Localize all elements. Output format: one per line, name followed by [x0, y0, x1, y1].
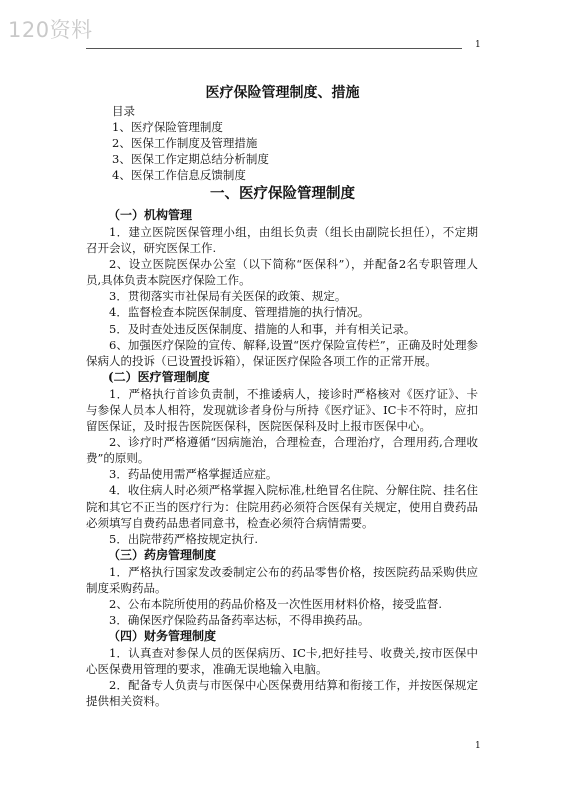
- paragraph: 4．收住病人时必须严格掌握入院标准,杜绝冒名住院、分解住院、挂名住院和其它不正当的医疗行为：住院用药必须符合医保有关规定，使用自费药品必须填写自费药品患者同意书，检查必须符合病情需要。: [86, 483, 478, 530]
- toc-item: 4、医保工作信息反馈制度: [112, 168, 246, 182]
- subsection-heading: （一）机构管理: [108, 208, 193, 222]
- paragraph: 1．建立医院医保管理小组，由组长负责（组长由副院长担任），不定期召开会议，研究医保工作.: [86, 225, 478, 256]
- header-rule: [86, 48, 462, 49]
- paragraph: 2、设立医院医保办公室（以下简称“医保科”），并配备2名专职管理人员,具体负责本院医疗保险工作。: [86, 257, 478, 288]
- table-of-contents: [112, 103, 269, 183]
- paragraph: 1．严格执行首诊负责制，不推诿病人，接诊时严格核对《医疗证》、卡与参保人员本人相符，发现就诊者身份与所持《医疗证》、IC卡不符时，应扣留医保证，及时报告医院医保科，医院医保科及时上报市医保中心。: [86, 386, 478, 434]
- paragraph: 2、诊疗时严格遵循“因病施治，合理检查，合理治疗，合理用药,合理收费”的原则。: [86, 435, 478, 466]
- section-body: [86, 207, 478, 710]
- watermark: 120资料: [8, 18, 93, 42]
- paragraph: 3．贯彻落实市社保局有关医保的政策、规定。: [109, 289, 347, 304]
- header-page-number: 1: [475, 40, 481, 50]
- paragraph: 3．药品使用需严格掌握适应症。: [109, 467, 278, 482]
- paragraph: 1．认真查对参保人员的医保病历、IC卡,把好挂号、收费关,按市医保中心医保费用管理的要求，准确无误地输入电脑。: [86, 646, 478, 677]
- paragraph: 2．配备专人负责与市医保中心医保费用结算和衔接工作，并按医保规定提供相关资料。: [86, 678, 478, 709]
- toc-heading: 目录: [112, 104, 135, 118]
- subsection-heading: (二）医疗管理制度: [108, 369, 210, 384]
- subsection-heading: （四）财务管理制度: [108, 629, 217, 644]
- paragraph: 5．出院带药严格按规定执行.: [109, 531, 258, 546]
- toc-item: 1、医疗保险管理制度: [112, 120, 223, 134]
- toc-item: 2、医保工作制度及管理措施: [112, 136, 258, 150]
- document-title: 医疗保险管理制度、措施: [205, 85, 360, 101]
- toc-item: 3、医保工作定期总结分析制度: [112, 152, 269, 166]
- section-title: 一、医疗保险管理制度: [210, 185, 355, 202]
- paragraph: 5．及时查处违反医保制度、措施的人和事，并有相关记录。: [109, 321, 416, 336]
- paragraph: 2、公布本院所使用的药品价格及一次性医用材料价格，接受监督.: [109, 596, 442, 611]
- footer-page-number: 1: [475, 741, 481, 751]
- paragraph: 3．确保医疗保险药品备药率达标，不得串换药品。: [109, 613, 370, 628]
- paragraph: 6、加强医疗保险的宣传、解释,设置“医疗保险宣传栏”，正确及时处理参保病人的投诉（已设置投诉箱），保证医疗保险各项工作的正常开展。: [86, 337, 478, 368]
- paragraph: 1．严格执行国家发改委制定公布的药品零售价格，按医院药品采购供应制度采购药品。: [86, 564, 478, 595]
- subsection-heading: （三）药房管理制度: [108, 547, 217, 562]
- paragraph: 4．监督检查本院医保制度、管理措施的执行情况。: [109, 305, 370, 320]
